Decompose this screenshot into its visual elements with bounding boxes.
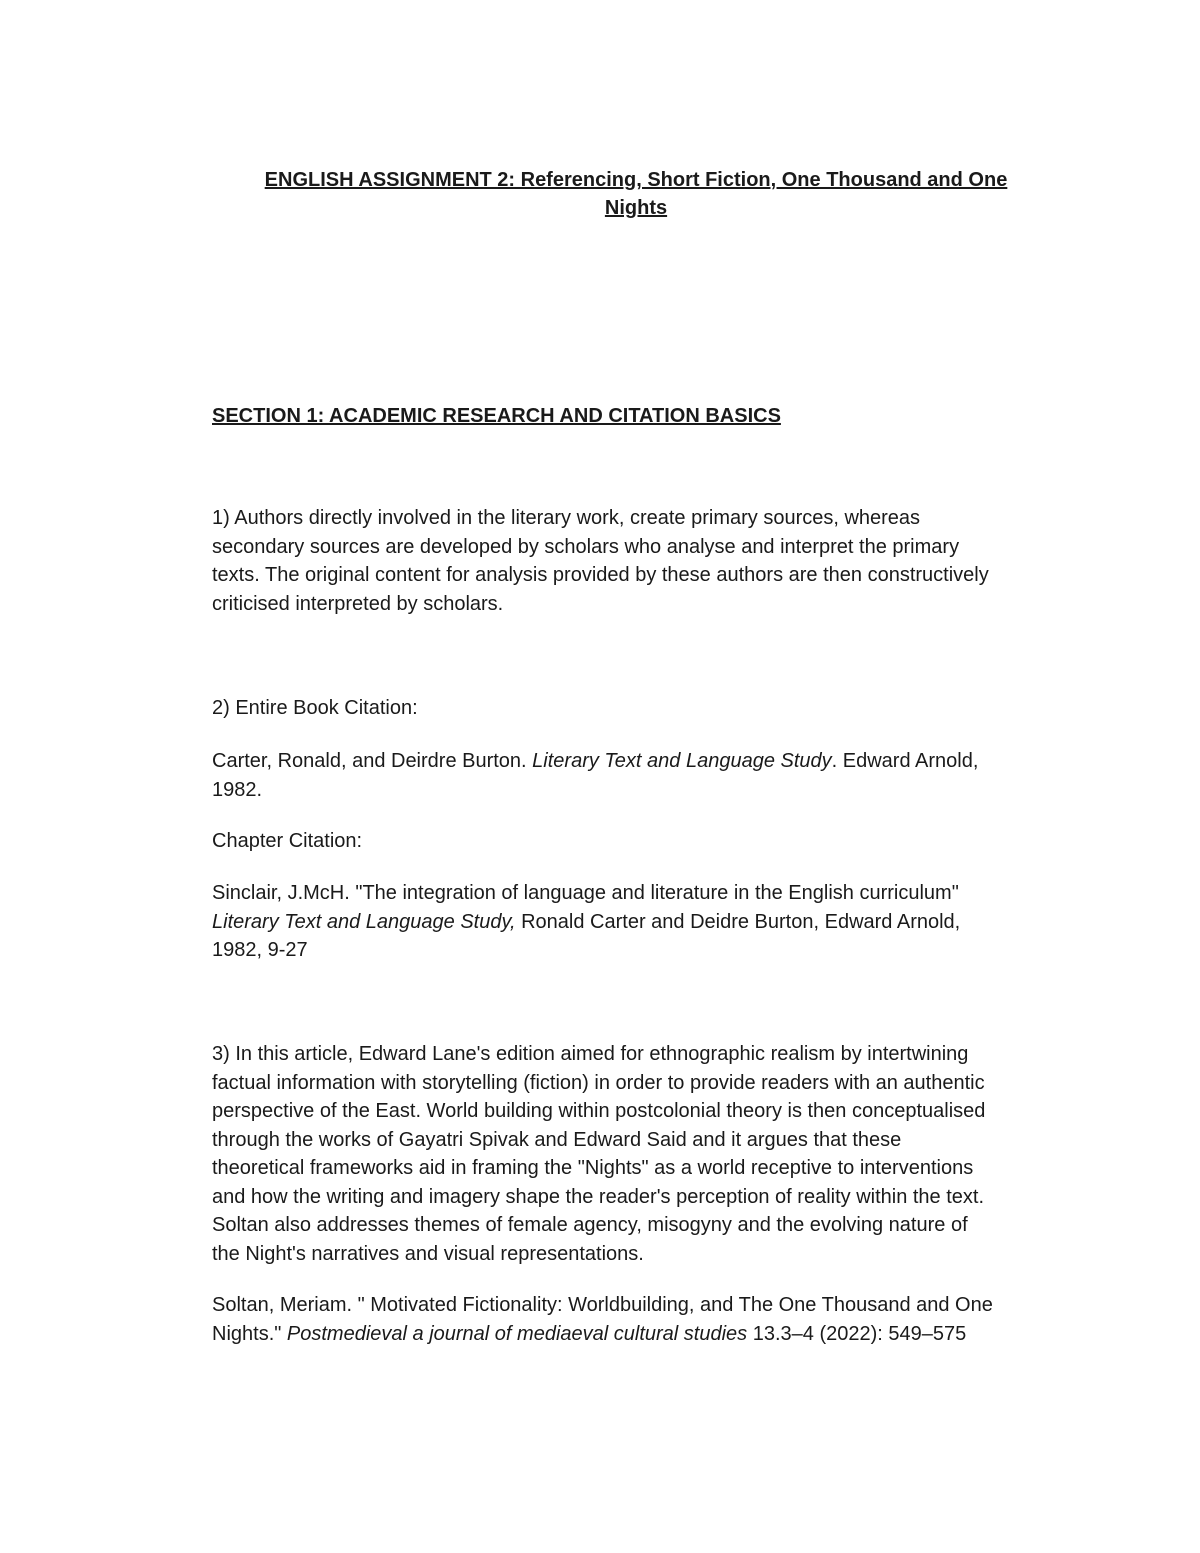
book-citation-publisher: . Edward Arnold,	[831, 750, 979, 772]
question-1-paragraph	[212, 504, 1072, 618]
chapter-citation-line-1: Sinclair, J.McH. "The integration of language and literature in the English curriculum"	[212, 882, 959, 904]
book-citation-authors: Carter, Ronald, and Deirdre Burton.	[212, 750, 533, 772]
q1-line: criticised interpreted by scholars.	[212, 592, 504, 615]
q1-line: secondary sources are developed by scholars who analyse and interpret the primary	[212, 535, 960, 558]
book-citation	[212, 747, 1072, 804]
book-citation-year: 1982.	[212, 778, 263, 801]
chapter-citation-editors: Ronald Carter and Deidre Burton, Edward Arnold,	[515, 910, 961, 933]
article-citation-volume: 13.3–4 (2022): 549–575	[747, 1322, 967, 1345]
article-citation-journal: Postmedieval a journal of mediaeval cultural studies	[286, 1322, 748, 1345]
q1-line: 1) Authors directly involved in the literary work, create primary sources, whereas	[212, 507, 921, 529]
q3-line: perspective of the East. World building within postcolonial theory is then conceptualised	[212, 1100, 986, 1122]
q3-line: 3) In this article, Edward Lane's edition aimed for ethnographic realism by intertwining	[212, 1043, 969, 1065]
chapter-citation	[212, 879, 1072, 965]
chapter-citation-label: Chapter Citation:	[212, 830, 363, 852]
q3-line: theoretical frameworks aid in framing the "Nights" as a world receptive to interventions	[212, 1157, 974, 1179]
q3-line: factual information with storytelling (fiction) in order to provide readers with an authentic	[212, 1071, 985, 1094]
article-citation-title-end: Nights."	[212, 1322, 287, 1345]
book-citation-title: Literary Text and Language Study	[532, 750, 832, 772]
chapter-citation-line-2	[212, 908, 1072, 937]
title-line-1: ENGLISH ASSIGNMENT 2: Referencing, Short Fiction, One Thousand and One	[264, 169, 1008, 191]
section-1-heading: SECTION 1: ACADEMIC RESEARCH AND CITATION BASICS	[212, 405, 781, 427]
q3-line: Soltan also addresses themes of female agency, misogyny and the evolving nature of	[212, 1214, 968, 1236]
article-citation-line-1: Soltan, Meriam. " Motivated Fictionality: Worldbuilding, and The One Thousand and One	[212, 1294, 993, 1316]
book-citation-line-1	[212, 747, 1072, 776]
question-2-label: 2) Entire Book Citation:	[212, 697, 418, 719]
q3-line: through the works of Gayatri Spivak and Edward Said and it argues that these	[212, 1128, 902, 1151]
q1-line: texts. The original content for analysis provided by these authors are then constructively	[212, 564, 989, 586]
question-3-paragraph	[212, 1040, 1072, 1268]
chapter-citation-line-3: 1982, 9-27	[212, 939, 308, 961]
chapter-citation-book-title: Literary Text and Language Study,	[212, 910, 516, 933]
q3-line: the Night's narratives and visual representations.	[212, 1242, 644, 1265]
assignment-title	[212, 166, 1060, 222]
article-citation	[212, 1291, 1072, 1348]
q3-line: and how the writing and imagery shape the reader's perception of reality within the text.	[212, 1185, 985, 1208]
article-citation-line-2	[212, 1320, 1072, 1349]
title-line-2: Nights	[604, 197, 668, 219]
